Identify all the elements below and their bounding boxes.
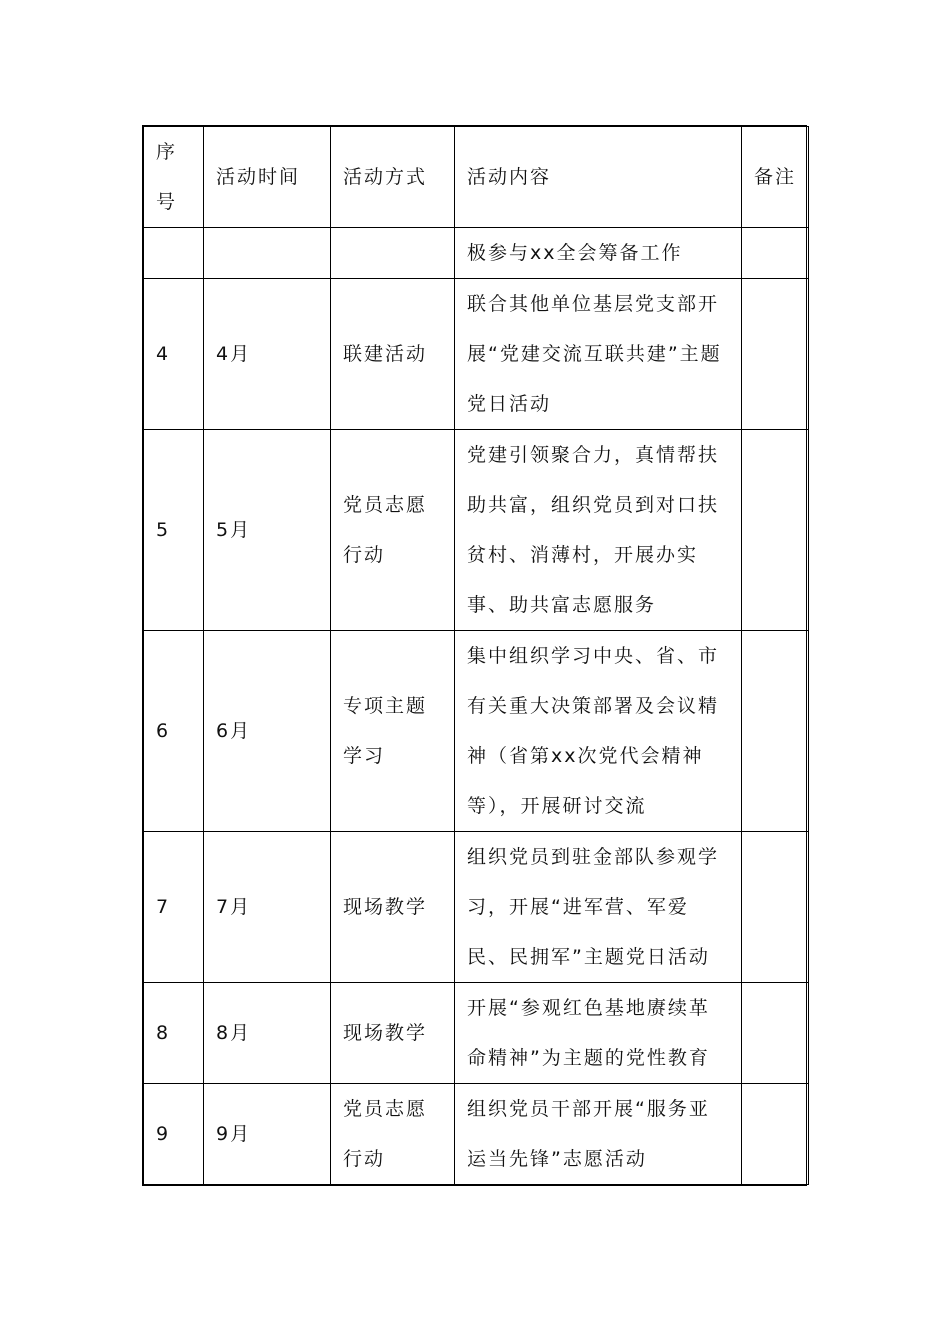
cell-mode: 现场教学 [331,832,455,983]
cell-no: 8 [144,983,204,1084]
header-mode: 活动方式 [331,127,455,228]
cell-mode: 党员志愿行动 [331,1084,455,1185]
cell-no: 5 [144,430,204,631]
header-no: 序号 [144,127,204,228]
table-row [144,228,809,279]
cell-time: 5月 [204,430,331,631]
cell-time: 8月 [204,983,331,1084]
cell-note [742,1084,809,1185]
cell-note [742,983,809,1084]
cell-note [742,832,809,983]
cell-note [742,279,809,430]
cell-note [742,228,809,279]
cell-time [204,228,331,279]
cell-content: 组织党员到驻金部队参观学习，开展“进军营、军爱民、民拥军”主题党日活动 [455,832,742,983]
cell-mode: 联建活动 [331,279,455,430]
cell-note [742,430,809,631]
table-row [144,430,809,631]
cell-content: 联合其他单位基层党支部开展“党建交流互联共建”主题党日活动 [455,279,742,430]
cell-no: 6 [144,631,204,832]
cell-mode [331,228,455,279]
table-row [144,279,809,430]
cell-content: 组织党员干部开展“服务亚运当先锋”志愿活动 [455,1084,742,1185]
header-content: 活动内容 [455,127,742,228]
cell-content: 集中组织学习中央、省、市有关重大决策部署及会议精神（省第xx次党代会精神等），开展研讨交流 [455,631,742,832]
cell-no [144,228,204,279]
cell-time: 9月 [204,1084,331,1185]
cell-mode: 专项主题学习 [331,631,455,832]
header-time: 活动时间 [204,127,331,228]
table-row [144,1084,809,1185]
cell-mode: 党员志愿行动 [331,430,455,631]
cell-time: 6月 [204,631,331,832]
table-row [144,832,809,983]
cell-content: 党建引领聚合力，真情帮扶助共富，组织党员到对口扶贫村、消薄村，开展办实事、助共富志愿服务 [455,430,742,631]
cell-time: 7月 [204,832,331,983]
table-row [144,983,809,1084]
cell-no: 7 [144,832,204,983]
cell-content: 开展“参观红色基地赓续革命精神”为主题的党性教育 [455,983,742,1084]
cell-no: 9 [144,1084,204,1185]
cell-time: 4月 [204,279,331,430]
header-note: 备注 [742,127,809,228]
cell-content: 极参与xx全会筹备工作 [455,228,742,279]
cell-mode: 现场教学 [331,983,455,1084]
table-header-row [144,127,809,228]
cell-note [742,631,809,832]
table-row [144,631,809,832]
activity-schedule-sheet [142,125,807,1186]
cell-no: 4 [144,279,204,430]
activity-schedule-table [143,126,809,1185]
